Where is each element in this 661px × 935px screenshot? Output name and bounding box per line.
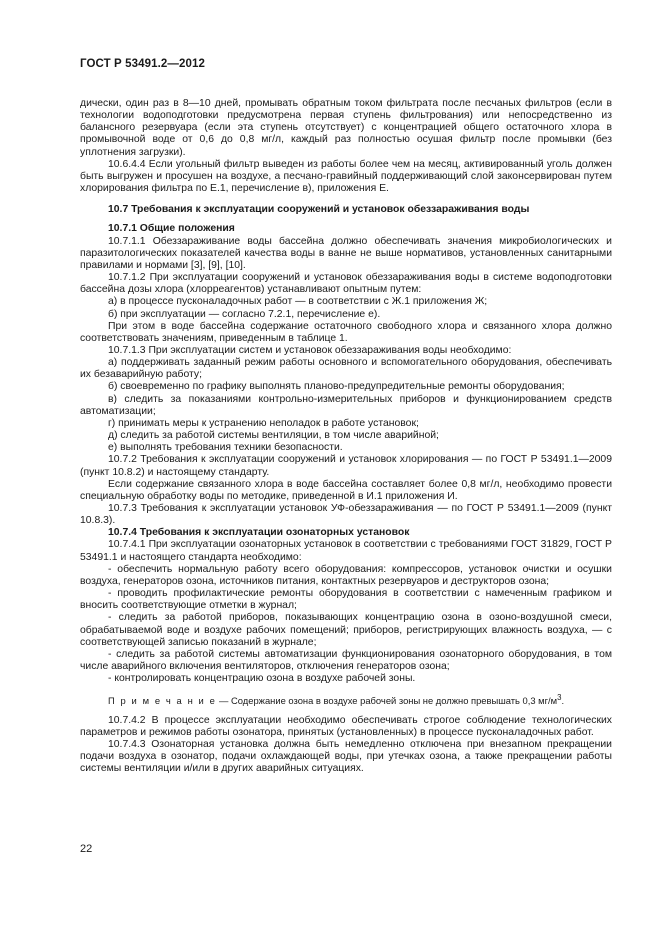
list-item: - следить за работой системы автоматизации функционирования озонаторного оборудования, в том числе аварийного включения вентиляторов, отключения генераторов озона; [80, 648, 612, 673]
paragraph: 10.7.2 Требования к эксплуатации сооружений и установок хлорирования — по ГОСТ Р 53491.1—2009 (пункт 10.8.2) и настоящему стандарту. [80, 454, 612, 478]
list-item: в) следить за показаниями контрольно-измерительных приборов и функционированием средств автоматизации; [80, 393, 612, 417]
list-item: а) в процессе пусконаладочных работ — в соответствии с Ж.1 приложения Ж; [108, 296, 488, 308]
note [80, 692, 612, 707]
paragraph: 10.7.1.1 Обеззараживание воды бассейна должно обеспечивать значения микробиологических и паразитологических показателей качества воды в ванне не выше нормативов, установленных санитарными правилами и нормами [3], [9], [10]. [80, 235, 612, 271]
note-text: — Содержание озона в воздухе рабочей зоны не должно превышать 0,3 мг/м [216, 695, 558, 707]
list-item: - следить за работой приборов, показывающих концентрацию озона в озоно-воздушной смеси, обрабатываемой воде и воздухе рабочих помещений; приборов, регистрирующих влажность воздуха, — с соответствующей записью показаний в журнале; [80, 612, 612, 648]
paragraph: 10.7.4.3 Озонаторная установка должна быть немедленно отключена при внезапном прекращении подачи воздуха в озонатор, подачи охлаждающей воды, при утечках озона, а также прекращении работы системы вентиляции и/или в других аварийных ситуациях. [80, 738, 612, 775]
document-body [80, 98, 612, 775]
list-item: - контролировать концентрацию озона в воздухе рабочей зоны. [108, 673, 416, 685]
list-item: е) выполнять требования техники безопасности. [108, 442, 343, 454]
paragraph: 10.7.4.1 При эксплуатации озонаторных установок в соответствии с требованиями ГОСТ 31829, ГОСТ Р 53491.1 и настоящего стандарта необходимо: [80, 539, 612, 563]
paragraph: 10.7.3 Требования к эксплуатации установок УФ-обеззараживания — по ГОСТ Р 53491.1—2009 (пункт 10.8.3). [80, 503, 612, 527]
paragraph: 10.7.1.2 При эксплуатации сооружений и установок обеззараживания воды в системе водоподготовки бассейна дозы хлора (хлорреагентов) устанавливают опытным путем: [80, 272, 612, 296]
list-item: а) поддерживать заданный режим работы основного и вспомогательного оборудования, обеспечивать их безаварийную работу; [80, 357, 612, 381]
note-end: . [561, 695, 565, 707]
list-item: г) принимать меры к устранению неполадок в работе установок; [108, 417, 419, 429]
note-superscript: 3 [557, 693, 562, 703]
note-label: П р и м е ч а н и е [108, 695, 217, 707]
list-item: - обеспечить нормальную работу всего оборудования: компрессоров, установок очистки и осушки воздуха, генераторов озона, источников питания, контактных резервуаров и деструкторов озона; [80, 563, 612, 587]
paragraph: дически, один раз в 8—10 дней, промывать обратным током фильтрата после песчаных фильтров (если в технологии водоподготовки предусмотрена первая ступень фильтрования) или непосредственно из балансного резервуара (если эта ступень отсутствует) с концентрацией общего остаточного хлора в промывочной воде от 0,6 до 0,8 мг/л, каждый раз полностью осушая фильтр после промывки (без уплотнения загрузки). [80, 98, 612, 158]
paragraph: 10.7.1.3 При эксплуатации систем и установок обеззараживания воды необходимо: [108, 344, 512, 356]
paragraph: При этом в воде бассейна содержание остаточного свободного хлора и связанного хлора должно соответствовать значениям, приведенным в таблице 1. [80, 320, 612, 344]
list-item: б) своевременно по графику выполнять планово-предупредительные ремонты оборудования; [108, 381, 565, 393]
list-item: - проводить профилактические ремонты оборудования в соответствии с намеченным графиком и вносить соответствующие отметки в журнал; [80, 588, 612, 612]
list-item: д) следить за работой системы вентиляции, в том числе аварийной; [108, 430, 439, 442]
paragraph: 10.6.4.4 Если угольный фильтр выведен из работы более чем на месяц, активированный уголь должен быть выгружен и просушен на воздухе, а песчано-гравийный поддерживающий слой законсервирован путем хлорирования фильтра по Е.1, перечисление в), приложения Е. [80, 158, 612, 195]
paragraph: Если содержание связанного хлора в воде бассейна составляет более 0,8 мг/л, необходимо провести специальную обработку воды по методике, приведенной в И.1 приложения И. [80, 478, 612, 502]
paragraph: 10.7.4.2 В процессе эксплуатации необходимо обеспечивать строгое соблюдение технологических параметров и режимов работы озонатора, принятых (установленных) в процессе пусконаладочных работ. [80, 714, 612, 738]
section-heading-10-7: 10.7 Требования к эксплуатации сооружений и установок обеззараживания воды [108, 204, 530, 216]
document-header: ГОСТ Р 53491.2—2012 [80, 58, 205, 70]
page-number: 22 [80, 843, 93, 855]
list-item: б) при эксплуатации — согласно 7.2.1, перечисление е). [108, 308, 381, 320]
subsection-heading-10-7-1: 10.7.1 Общие положения [108, 223, 235, 235]
subsection-heading-10-7-4: 10.7.4 Требования к эксплуатации озонаторных установок [108, 527, 410, 539]
